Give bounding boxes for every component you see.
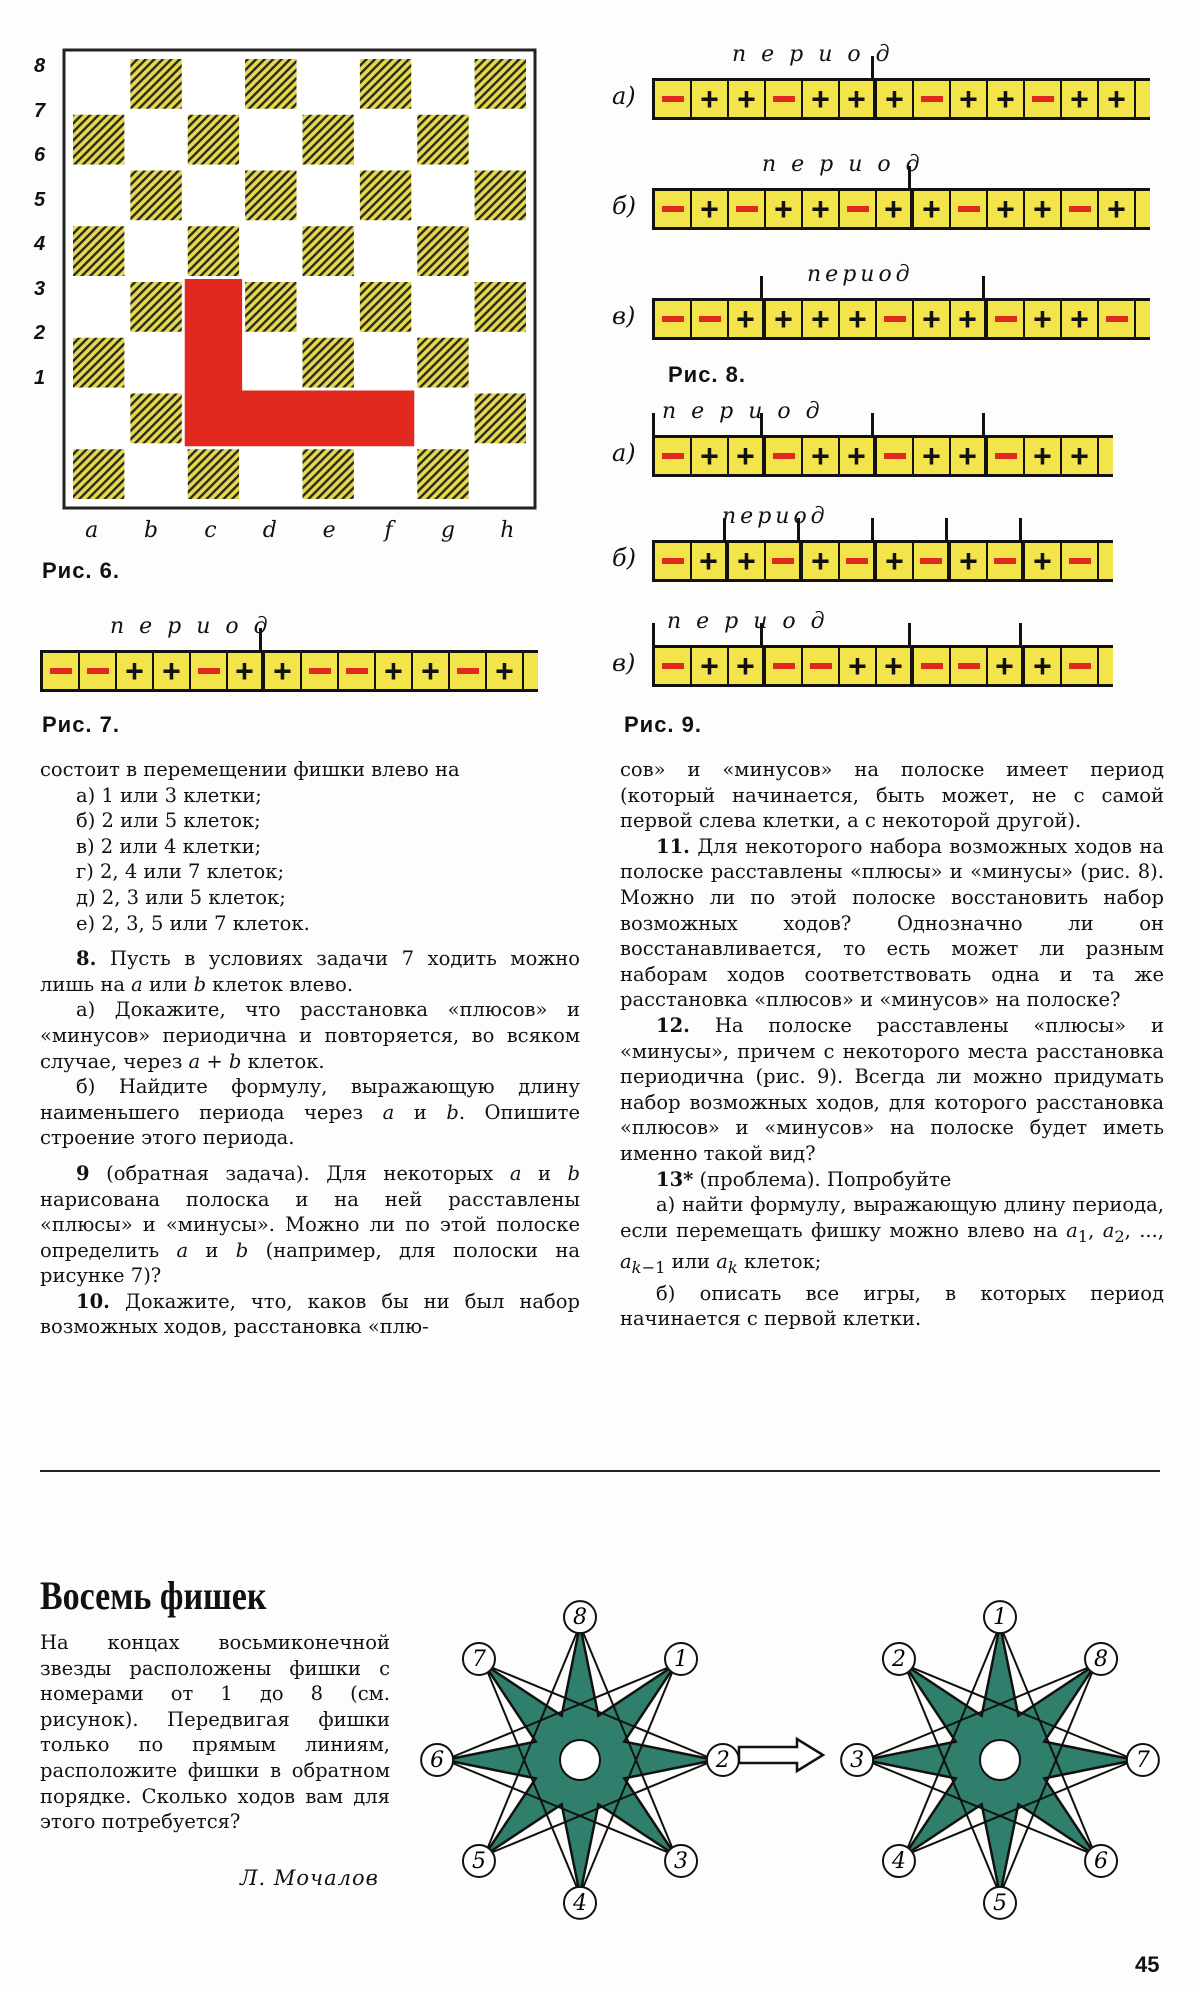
plus-cell: + [803,191,840,227]
dark-square [360,282,411,332]
minus-cell [766,438,803,474]
minus-cell [655,301,692,337]
plus-cell: + [1099,81,1136,117]
divider [40,1470,1160,1472]
rank-label: 6 [34,144,46,166]
puzzle-text: На концах восьмиконечной звезды расположены фишки с номерами от 1 до 8 (см. рисунок). Передвигая фишки только по прямым линиям, расположите фишки в обратном порядке. Сколько ходов вам для этого потребуется? [40,1631,390,1834]
plus-cell: + [1025,543,1062,579]
plus-cell: + [154,653,191,689]
minus-cell [951,191,988,227]
period-label: п е р и о д [732,42,894,67]
plus-cell: + [729,81,766,117]
minus-cell [840,543,877,579]
chip-number: 8 [1094,1646,1109,1672]
plus-cell: + [1025,301,1062,337]
minus-cell [302,653,339,689]
chip-number: 4 [891,1849,906,1875]
plus-cell: + [376,653,413,689]
plus-cell: + [265,653,302,689]
file-label: a [85,518,99,543]
dark-square [188,115,239,165]
paragraph: состоит в перемещении фишки влево на [40,758,460,781]
minus-cell [914,543,951,579]
plus-cell: + [951,543,988,579]
dark-square [417,226,468,276]
chip-number: 3 [850,1748,865,1773]
plus-cell: + [228,653,265,689]
minus-cell [655,191,692,227]
plus-cell: + [1025,191,1062,227]
fig9 [612,395,1172,695]
dark-square [417,115,468,165]
fig6-caption: Рис. 6. [42,558,121,583]
text-column-left [40,757,580,1340]
plus-cell: + [840,81,877,117]
rank-label: 7 [34,99,46,122]
text-column-right [620,757,1164,1332]
file-label: d [262,518,277,543]
star-hole [560,1740,600,1780]
sign-strip [652,188,1150,230]
plus-cell: + [766,191,803,227]
paragraph: д) 2, 3 или 5 клеток; [76,885,286,909]
chip-number: 3 [674,1849,689,1875]
period-tick [652,623,655,647]
paragraph: а) 1 или 3 клетки; [76,783,262,807]
puzzle-author: Л. Мочалов [240,1866,379,1890]
sign-strip [652,78,1150,120]
plus-cell: + [803,81,840,117]
paragraph: а) Докажите, что расстановка «плюсов» и «минусов» периодична и повторяется, во всяком случае, через a + b клеток. [40,998,580,1073]
dark-square [73,115,124,165]
sign-strip [652,435,1113,477]
rank-label: 5 [34,188,46,211]
minus-cell [339,653,376,689]
plus-cell: + [692,438,729,474]
plus-cell: + [1099,191,1136,227]
row-label: б) [612,544,637,572]
plus-cell: + [413,653,450,689]
plus-cell: + [729,438,766,474]
minus-cell [914,648,951,684]
fig6-chessboard [62,48,537,510]
paragraph: г) 2, 4 или 7 клеток; [76,860,285,884]
minus-cell [877,301,914,337]
fig9-caption: Рис. 9. [624,712,703,737]
minus-cell [655,81,692,117]
sign-strip [652,645,1113,687]
file-label: h [500,518,515,543]
chip-number: 7 [1135,1748,1150,1773]
plus-cell: + [877,648,914,684]
chip-number: 4 [573,1890,587,1916]
minus-cell [766,81,803,117]
plus-cell: + [840,648,877,684]
plus-cell: + [988,648,1025,684]
sign-strip [652,540,1113,582]
paragraph [40,936,580,946]
minus-cell [43,653,80,689]
dark-square [475,59,526,109]
fig8-caption: Рис. 8. [668,362,747,387]
minus-cell [191,653,228,689]
paragraph: 13* (проблема). Попробуйте [656,1167,952,1191]
minus-cell [988,543,1025,579]
paragraph: е) 2, 3, 5 или 7 клеток. [76,911,310,935]
dark-square [245,282,296,332]
chip-number: 2 [715,1748,730,1773]
plus-cell: + [951,301,988,337]
plus-cell: + [729,301,766,337]
period-tick [871,413,874,437]
dark-square [73,338,124,388]
chip-number: 2 [891,1646,906,1672]
plus-cell: + [840,438,877,474]
chip-number: 7 [471,1646,486,1672]
plus-cell: + [914,438,951,474]
period-label: п е р и о д [110,614,272,639]
minus-cell [729,191,766,227]
paragraph: 11. Для некоторого набора возможных ходов на полоске расставлены «плюсы» и «минусы» (рис. 8). Можно ли по этой полоске восстановить набор возможных ходов? Однозначно ли он восстанавливается, то есть может ли разным наборам ходов соответствовать одна и та же расстановка «плюсов» и «минусов» на полоске? [620,834,1164,1012]
minus-cell [450,653,487,689]
page-number: 45 [1135,1952,1160,1977]
period-tick [945,518,948,542]
period-label: п е р и о д [762,152,924,177]
plus-cell: + [1062,301,1099,337]
dark-square [303,338,354,388]
dark-square [417,449,468,499]
minus-cell [655,648,692,684]
plus-cell: + [1062,438,1099,474]
minus-cell [914,81,951,117]
row-label: в) [612,649,636,677]
plus-cell: + [803,438,840,474]
fig8 [612,38,1172,358]
plus-cell: + [840,301,877,337]
minus-cell [988,438,1025,474]
plus-cell: + [1025,438,1062,474]
period-label: п е р и о д [667,609,829,634]
row-label: а) [612,82,636,110]
dark-square [475,282,526,332]
dark-square [245,171,296,221]
period-tick [871,518,874,542]
period-label: период [807,262,914,287]
sign-strip [652,298,1150,340]
chip-number: 8 [573,1605,587,1631]
chip-number: 1 [993,1605,1007,1631]
dark-square [130,394,181,444]
paragraph: а) найти формулу, выражающую длину периода, если перемещать фишку можно влево на $a_1$, $a_2$, ..., $a_{k-1}$ или $a_k$ клеток; [620,1193,1164,1278]
fig7 [40,610,560,710]
minus-cell [1062,543,1099,579]
plus-cell: + [692,648,729,684]
paragraph: 8. Пусть в условиях задачи 7 ходить можно лишь на a или b клеток влево. [40,947,580,996]
file-label: f [384,518,393,543]
arrow-icon [735,1735,830,1775]
period-tick [982,413,985,437]
plus-cell: + [692,191,729,227]
row-label: в) [612,302,636,330]
plus-cell: + [487,653,524,689]
plus-cell: + [729,648,766,684]
dark-square [417,338,468,388]
plus-cell: + [877,81,914,117]
minus-cell [1099,301,1136,337]
sign-strip [40,650,538,692]
minus-cell [951,648,988,684]
plus-cell: + [951,81,988,117]
dark-square [360,59,411,109]
rank-label: 3 [34,277,46,300]
chip-number: 5 [471,1849,486,1875]
paragraph: сов» и «минусов» на полоске имеет период (который начинается, быть может, не с самой первой слева клетки, а с некоторой другой). [620,758,1164,833]
plus-cell: + [877,543,914,579]
minus-cell [1062,648,1099,684]
minus-cell [766,648,803,684]
dark-square [130,171,181,221]
paragraph: б) 2 или 5 клеток; [76,809,261,833]
period-tick [760,276,763,300]
plus-cell: + [803,543,840,579]
plus-cell: + [803,301,840,337]
dark-square [188,226,239,276]
period-tick [982,276,985,300]
dark-square [303,449,354,499]
period-label: п е р и о д [662,399,824,424]
star-hole [980,1740,1020,1780]
plus-cell: + [951,438,988,474]
chip-number: 5 [993,1890,1007,1916]
rank-label: 1 [34,366,46,389]
paragraph: б) Найдите формулу, выражающую длину наименьшего периода через a и b. Опишите строение этого периода. [40,1075,580,1150]
rank-label: 8 [34,55,46,77]
plus-cell: + [692,543,729,579]
minus-cell [692,301,729,337]
minus-cell [655,438,692,474]
minus-cell [803,648,840,684]
plus-cell: + [692,81,729,117]
plus-cell: + [1062,81,1099,117]
dark-square [245,59,296,109]
rank-label: 2 [34,322,46,344]
minus-cell [1025,81,1062,117]
row-label: а) [612,439,636,467]
dark-square [188,449,239,499]
file-label: b [144,518,159,543]
fig6-files [62,518,537,548]
minus-cell [80,653,117,689]
period-tick [908,623,911,647]
star-right [840,1600,1160,1920]
dark-square [475,171,526,221]
plus-cell: + [117,653,154,689]
minus-cell [988,301,1025,337]
dark-square [73,226,124,276]
dark-square [475,394,526,444]
period-tick [652,413,655,437]
minus-cell [766,543,803,579]
plus-cell: + [729,543,766,579]
fig7-caption: Рис. 7. [42,712,121,737]
period-tick [1019,623,1022,647]
plus-cell: + [988,81,1025,117]
row-label: б) [612,192,637,220]
chip-number: 6 [1094,1849,1109,1875]
minus-cell [840,191,877,227]
dark-square [303,115,354,165]
paragraph [40,1151,580,1161]
dark-square [73,449,124,499]
dark-square [303,226,354,276]
dark-square [360,171,411,221]
minus-cell [877,438,914,474]
paragraph: 10. Докажите, что, каков бы ни был набор возможных ходов, расстановка «плю- [40,1289,580,1339]
dark-square [130,59,181,109]
fig6-ranks [34,55,58,515]
plus-cell: + [988,191,1025,227]
plus-cell: + [766,301,803,337]
chip-number: 1 [674,1646,689,1672]
minus-cell [655,543,692,579]
chip-number: 6 [430,1748,445,1773]
period-tick [1019,518,1022,542]
plus-cell: + [914,191,951,227]
dark-square [130,282,181,332]
file-label: c [204,518,217,543]
period-label: период [722,504,829,529]
file-label: e [322,518,336,543]
plus-cell: + [914,301,951,337]
paragraph: 12. На полоске расставлены «плюсы» и «минусы», причем с некоторого места расстановка периодична (рис. 9). Всегда ли можно придумать набор возможных ходов, для которого расстановка «плюсов» и «минусов» на полоске будет иметь именно такой вид? [620,1013,1164,1165]
plus-cell: + [1025,648,1062,684]
minus-cell [1062,191,1099,227]
file-label: g [440,518,455,543]
star-left [420,1600,740,1920]
paragraph: в) 2 или 4 клетки; [76,834,262,858]
paragraph: б) описать все игры, в которых период начинается с первой клетки. [620,1281,1164,1331]
paragraph: 9 (обратная задача). Для некоторых a и b нарисована полоска и на ней расставлены «плюсы» и «минусы». Можно ли по этой полоске определить a и b (например, для полоски на рисунке 7)? [40,1161,580,1288]
puzzle-title: Восемь фишек [40,1573,267,1618]
plus-cell: + [877,191,914,227]
rank-label: 4 [34,233,46,255]
